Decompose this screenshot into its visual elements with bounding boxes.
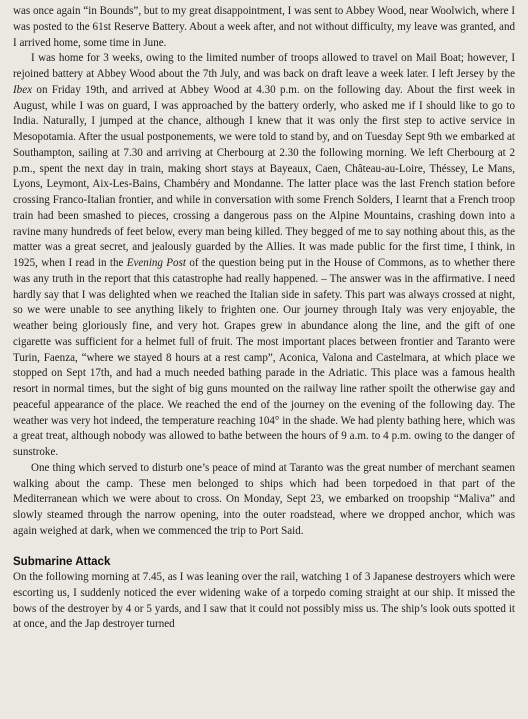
paragraph-3-text: One thing which served to disturb one’s peace of mind at Taranto was the great number of merchant seamen walking about the camp. These men belonged to ships which had been torpedoed in that part of the Mediterranean which we were about to cross. On Monday, Sept 23, we embarked on troopship “Maliva” and slowly steamed through the narrow opening, into the outer roadstead, where we dropped anchor, which was again weighed at dark, when we commenced the trip to Port Said. <box>13 461 515 537</box>
newspaper-name: Evening Post <box>126 257 186 269</box>
paragraph-2 <box>13 51 515 461</box>
paragraph-3 <box>13 461 515 540</box>
paragraph-2-text-b: on Friday 19th, and arrived at Abbey Wood at 4.30 p.m. on the following day. About the first week in August, while I was on guard, I was approached by the battery orderly, who asked me if I should like to go to India. Naturally, I jumped at the chance, although I knew that it was only the first step to active service in Mesopotamia. After the usual postponements, we were told to stand by, and on Tuesday Sept 9th we embarked at Southampton, sailing at 7.30 and arriving at Cherbourg at 2.30 the following morning. We left Cherbourg at 2 p.m., spent the next day in train, making short stays at Bayeaux, Caen, Château-au-Loire, Théssey, Le Mans, Lyons, Leymont, Aix-Les-Bains, Chambéry and Mondanne. The latter place was the last French station before crossing Franco-Italian frontier, and while in conversation with some French Solders, I learnt that a French troop train had been smashed to pieces, crossing a dangerous pass on the Alpine Mountains, crashing down into a ravine many hundreds of feet below, every man being killed. They begged of me to say nothing about this, as the matter was a great secret, and jealously guarded by the Allies. It was made public for the first time, I think, in 1925, when I read in the <box>13 83 515 269</box>
paragraph-2-text-c: of the question being put in the House of Commons, as to whether there was any truth in the report that this catastrophe had really happened. – The answer was in the affirmative. I need hardly say that I was delighted when we reached the Italian side in safety. This part was always crossed at night, so we were unable to see anything likely to frighten one. Our journey through Italy was very enjoyable, the weather being gloriously fine, and very hot. Grapes grew in abundance along the line, and the gift of one cigarette was sufficient for a helmet full of fruit. The most important places between frontier and Taranto were Turin, Faenza, “where we stayed 8 hours at a rest camp”, Aconica, Valona and Castelmara, at which place we stopped on Sept 17th, and had a much needed bathing parade in the Adriatic. This place was a famous health resort in normal times, but the sight of big guns mounted on the railway line rather spoilt the otherwise gay and peaceful appearance of the place. We reached the end of the journey on the evening of the following day. The weather was very hot indeed, the temperature reaching 104° in the shade. We had plenty bathing here, which was a great treat, although nobody was allowed to bathe between the hours of 9 a.m. to 4 p.m. owing to the danger of sunstroke. <box>13 257 515 458</box>
ship-name-ibex: Ibex <box>13 83 33 96</box>
paragraph-4-text: On the following morning at 7.45, as I was leaning over the rail, watching 1 of 3 Japanese destroyers which were escorting us, I suddenly noticed the ever widening wake of a torpedo coming straight at our ship. It missed the bows of the destroyer by 4 or 5 yards, and I saw that it could not possibly miss us. The ship’s look outs spotted it at once, and the Jap destroyer turned <box>13 571 515 631</box>
paragraph-2-text-a: I was home for 3 weeks, owing to the limited number of troops allowed to travel on Mail Boat; however, I rejoined battery at Abbey Wood about the 7th July, and was back on draft leave a week later. I left Jersey by the <box>13 52 515 80</box>
section-heading: Submarine Attack <box>13 555 111 568</box>
paragraph-1-text: was once again “in Bounds”, but to my great disappointment, I was sent to Abbey Wood, near Woolwich, where I was posted to the 61st Reserve Battery. About a week after, and not without difficulty, my leave was granted, and I arrived home, some time in June. <box>13 5 515 49</box>
paragraph-1 <box>13 4 515 51</box>
paragraph-4 <box>13 570 515 633</box>
